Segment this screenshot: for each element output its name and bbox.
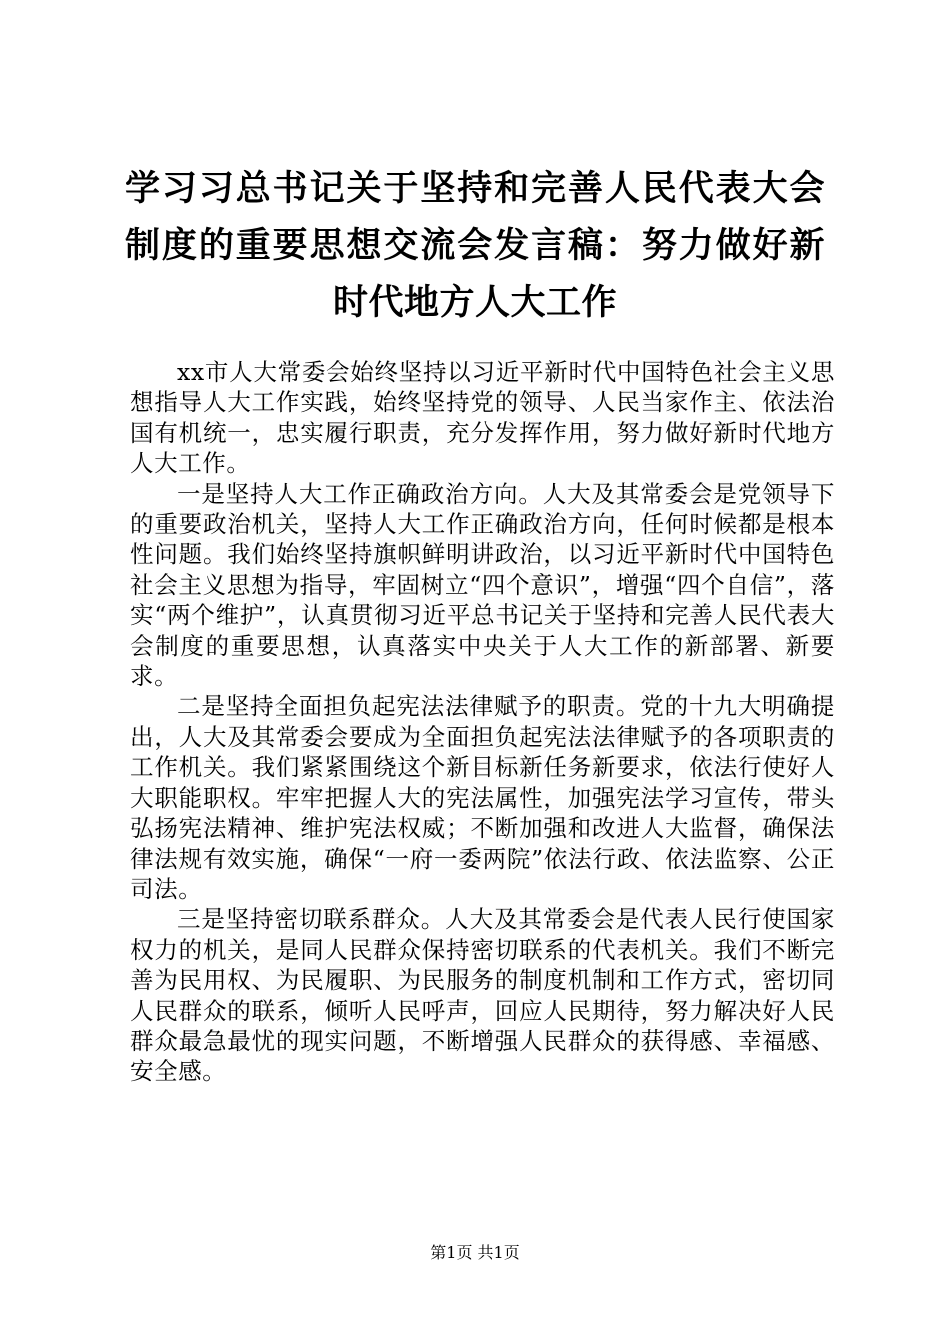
- document-body: [130, 357, 835, 1087]
- paragraph-constitutional-duties: 二是坚持全面担负起宪法法律赋予的职责。党的十九大明确提出，人大及其常委会要成为全面担负起宪法法律赋予的各项职责的工作机关。我们紧紧围绕这个新目标新任务新要求，依法行使好人大职能职权。牢牢把握人大的宪法属性，加强宪法学习宣传，带头弘扬宪法精神、维护宪法权威；不断加强和改进人大监督，确保法律法规有效实施，确保“一府一委两院”依法行政、依法监察、公正司法。: [130, 692, 835, 903]
- document-title: 学习习总书记关于坚持和完善人民代表大会制度的重要思想交流会发言稿：努力做好新时代地方人大工作: [125, 168, 825, 323]
- paragraph-intro: xx市人大常委会始终坚持以习近平新时代中国特色社会主义思想指导人大工作实践，始终坚持党的领导、人民当家作主、依法治国有机统一，忠实履行职责，充分发挥作用，努力做好新时代地方人大工作。: [130, 358, 835, 478]
- page-number-footer: 第1页 共1页: [430, 1243, 520, 1262]
- paragraph-mass-connection: 三是坚持密切联系群众。人大及其常委会是代表人民行使国家权力的机关，是同人民群众保持密切联系的代表机关。我们不断完善为民用权、为民履职、为民服务的制度机制和工作方式，密切同人民群众的联系，倾听人民呼声，回应人民期待，努力解决好人民群众最急最忧的现实问题，不断增强人民群众的获得感、幸福感、安全感。: [130, 905, 835, 1086]
- paragraph-political-direction: 一是坚持人大工作正确政治方向。人大及其常委会是党领导下的重要政治机关，坚持人大工作正确政治方向，任何时候都是根本性问题。我们始终坚持旗帜鲜明讲政治，以习近平新时代中国特色社会主义思想为指导，牢固树立“四个意识”，增强“四个自信”，落实“两个维护”，认真贯彻习近平总书记关于坚持和完善人民代表大会制度的重要思想，认真落实中央关于人大工作的新部署、新要求。: [130, 479, 835, 691]
